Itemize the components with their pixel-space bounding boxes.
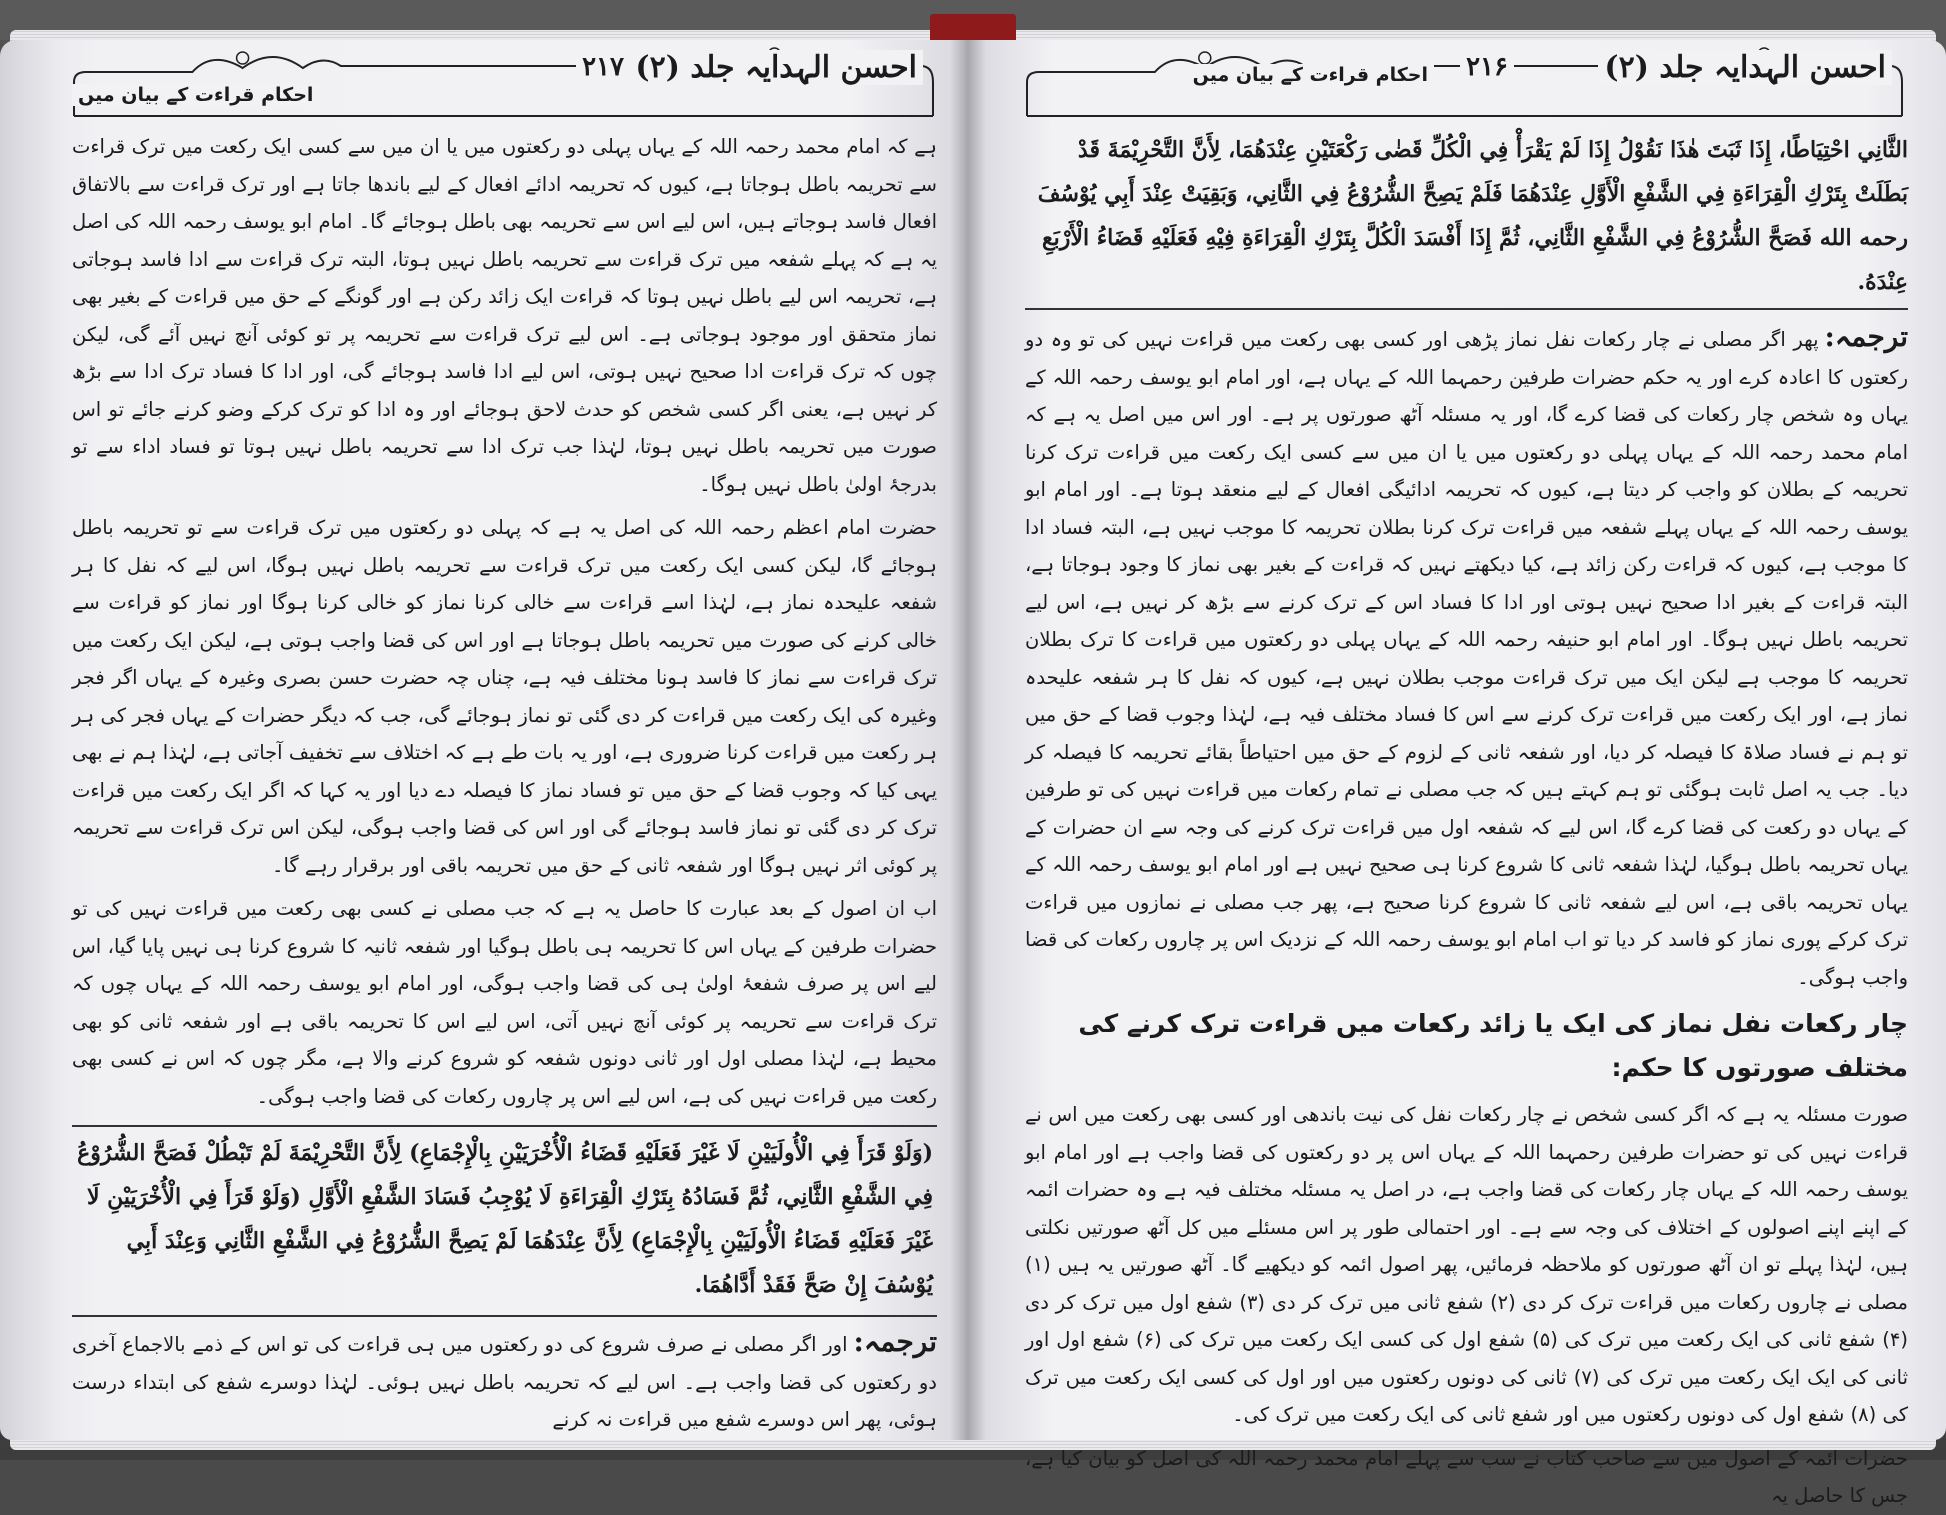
chapter-title: احکام قراءت کے بیان میں (1187, 64, 1434, 86)
book-title: احسن الہدایہ جلد (۲) (1598, 50, 1892, 85)
translation-paragraph (1025, 318, 1908, 996)
left-page-body (72, 128, 937, 1430)
book-title: احسن الہدایہ جلد (۲) (629, 50, 923, 85)
left-page (0, 40, 965, 1440)
translation-paragraph (72, 1323, 937, 1439)
translation-text: پھر اگر مصلی نے چار رکعات نفل نماز پڑھی اور کسی بھی رکعت میں قراءت نہیں کی تو وہ دو رکعتوں کا اعادہ کرے اور یہ حکم حضرات طرفین رحمہما اللہ کے یہاں ہے، اور امام ابو یوسف رحمہ اللہ کے یہاں وہ شخص چار رکعات کی قضا کرے گا، اور یہ مسئلہ آٹھ صورتوں پر ہے۔ اور اس میں اصل یہ ہے کہ امام محمد رحمہ اللہ کے یہاں پہلی دو رکعتوں میں یا ان میں سے کسی ایک رکعت میں قراءت ترک کرنا تحریمہ کے بطلان کو واجب کر دیتا ہے، کیوں کہ تحریمہ ادائیگی افعال کے لیے منعقد ہوتا ہے۔ اور امام ابو یوسف رحمہ اللہ کے یہاں پہلے شفعہ میں قراءت ترک کرنا بطلان تحریمہ کا موجب نہیں ہے، البتہ فساد ادا کا موجب ہے، کیوں کہ قراءت رکن زائد ہے، کیا دیکھتے نہیں کہ قراءت کے بغیر بھی نماز کا وجود ہوجاتا ہے، البتہ قراءت کے بغیر ادا صحیح نہیں ہوتی اور ادا کا فساد اس کے ترک کرنے سے بڑھ کر نہیں ہے، اس لیے تحریمہ باطل نہیں ہوگا۔ اور امام ابو حنیفہ رحمہ اللہ کے یہاں پہلی دو رکعتوں میں قراءت کا ترک بطلان تحریمہ کا موجب ہے لیکن ایک میں ترک قراءت موجب بطلان نہیں ہے، کیوں کہ نفل کا ہر شفعہ علیحدہ نماز ہے، اور ایک رکعت میں قراءت ترک کرنے سے اس کا فساد مختلف فیہ ہے، لہٰذا وجوب قضا کے حق میں تو ہم نے فساد صلاۃ کا فیصلہ کر دیا، اور شفعہ ثانی کے لزوم کے حق میں احتیاطاً بقائے تحریمہ کا فیصلہ کر دیا۔ جب یہ اصل ثابت ہوگئی تو ہم کہتے ہیں کہ جب مصلی نے تمام رکعات میں قراءت نہیں کی تو طرفین کے یہاں دو رکعت کی قضا کرے گا، اس لیے کہ شفعہ اول میں قراءت ترک کرنے کی وجہ سے ان حضرات کے یہاں تحریمہ باطل ہوگیا، لہٰذا شفعہ ثانی کا شروع کرنا ہی صحیح نہیں ہے اور امام ابو یوسف رحمہ اللہ کے یہاں تحریمہ باقی ہے، اس لیے شفعہ ثانی کا شروع کرنا صحیح ہے، پھر جب مصلی نے نمازوں میں قراءت ترک کرکے پوری نماز کو فاسد کر دیا تو اب امام ابو یوسف رحمہ اللہ کے نزدیک اس پر چاروں رکعات کی قضا واجب ہوگی۔ (1025, 328, 1908, 989)
paragraph: ہے کہ امام محمد رحمہ اللہ کے یہاں پہلی دو رکعتوں میں یا ان میں سے کسی ایک رکعت میں ترک قراءت سے تحریمہ باطل ہوجاتا ہے، کیوں کہ تحریمہ ادائے افعال کے لیے باندھا جاتا ہے اور ترک قراءت سے بالاتفاق افعال فاسد ہوجاتے ہیں، اس لیے اس سے تحریمہ بھی باطل ہوجائے گا۔ امام ابو یوسف رحمہ اللہ کی اصل یہ ہے کہ پہلے شفعہ میں ترک قراءت سے تحریمہ باطل نہیں ہوتا، البتہ ترک قراءت سے ادا فاسد ہوجاتی ہے، تحریمہ اس لیے باطل نہیں ہوتا کہ قراءت ایک زائد رکن ہے اور گونگے کے حق میں قراءت کے بغیر بھی نماز متحقق اور موجود ہوجاتی ہے۔ اس لیے ترک قراءت سے تحریمہ پر تو کوئی آنچ نہیں آئے گی، لیکن چوں کہ ترک قراءت ادا صحیح نہیں ہوتی، اس لیے ادا فاسد ہوجائے گی، اور ادا کا فساد ترک ادا سے بڑھ کر نہیں ہے، یعنی اگر کسی شخص کو حدث لاحق ہوجائے اور وہ ادا کو ترک کرکے وضو کرنے جائے تو اس صورت میں تحریمہ باطل نہیں ہوتا، لہٰذا جب ترک ادا سے تحریمہ باطل نہیں ہوتا تو فساد اداء سے تو بدرجۂ اولیٰ باطل نہیں ہوگا۔ (72, 135, 937, 496)
paragraph: حضرت امام اعظم رحمہ اللہ کی اصل یہ ہے کہ پہلی دو رکعتوں میں ترک قراءت سے تو تحریمہ باطل ہوجائے گا، لیکن کسی ایک رکعت میں ترک قراءت سے تحریمہ باطل نہیں ہوگا، اس لیے کہ نفل کا ہر شفعہ علیحدہ نماز ہے، لہٰذا اسے قراءت سے خالی کرنا نماز کو خالی کرنا ہوگا اور نماز کو قراءت سے خالی کرنے کی صورت میں تحریمہ باطل ہوجاتا ہے اور اس کی قضا واجب ہوتی ہے، لیکن ایک رکعت میں ترک قراءت سے نماز کا فاسد ہونا مختلف فیہ ہے، چناں چہ حضرت حسن بصری وغیرہ کے یہاں اگر فجر وغیرہ کی ایک رکعت میں قراءت کر دی گئی تو نماز ہوجائے گی، جب کہ دیگر حضرات کے یہاں فجر کی ہر ہر رکعت میں قراءت کرنا ضروری ہے، اور یہ بات طے ہے کہ اختلاف سے تخفیف آجاتی ہے، لہٰذا ہم نے بھی یہی کیا کہ وجوب قضا کے حق میں تو فساد نماز کا فیصلہ دے دیا اور یہ کہا کہ اگر ایک رکعت میں قراءت ترک کر دی گئی تو نماز فاسد ہوجائے گی اور اس کی قضا واجب ہوگی، لیکن اس ترک قراءت سے تحریمہ پر کوئی اثر نہیں ہوگا اور شفعہ ثانی کے حق میں تحریمہ باقی اور برقرار رہے گا۔ (72, 516, 937, 877)
page-number: ۲۱۷ (576, 52, 630, 82)
arabic-text: الثَّانِي احْتِيَاطًا، إِذَا ثَبَتَ هٰذَا نَقُوْلُ إِذَا لَمْ يَقْرَأْ فِي الْكُلِّ قَضٰى رَكْعَتَيْنِ عِنْدَهُمَا، لِأَنَّ التَّحْرِيْمَةَ قَدْ بَطَلَتْ بِتَرْكِ الْقِرَاءَةِ فِي الشَّفْعِ الْأَوَّلِ عِنْدَهُمَا فَلَمْ يَصِحَّ الشُّرُوْعُ فِي الثَّانِي، وَبَقِيَتْ عِنْدَ أَبِي يُوْسُفَ رحمه الله فَصَحَّ الشُّرُوْعُ فِي الشَّفْعِ الثَّانِي، ثُمَّ إِذَا أَفْسَدَ الْكُلَّ بِتَرْكِ الْقِرَاءَةِ فِيْهِ فَعَلَيْهِ قَضَاءُ الْأَرْبَعِ عِنْدَهُ. (1037, 137, 1908, 295)
left-page-header (72, 42, 935, 120)
chapter-title: احکام قراءت کے بیان میں (72, 84, 319, 106)
paragraph: حضرات ائمہ کے اصول میں سے صاحب کتاب نے سب سے پہلے امام محمد رحمہ اللہ کی اصل کو بیان کیا ہے، جس کا حاصل یہ (1025, 1446, 1908, 1507)
right-page-header (1025, 42, 1904, 120)
divider (1025, 308, 1908, 310)
arabic-text-block (72, 1125, 937, 1317)
paragraph: صورت مسئلہ یہ ہے کہ اگر کسی شخص نے چار رکعات نفل کی نیت باندھی اور کسی بھی رکعت میں اس نے قراءت نہیں کی تو حضرات طرفین رحمہما اللہ کے یہاں اس پر دو رکعتوں کی قضا واجب ہے اور امام ابو یوسف رحمہ اللہ کے یہاں چار رکعات کی قضا واجب ہے، در اصل یہ مسئلہ مختلف فیہ ہے وہ حضرات ائمہ کے اپنے اپنے اصولوں کے اختلاف کی وجہ سے ہے۔ اور احتمالی طور پر اس مسئلے میں کل آٹھ صورتیں نکلتی ہیں، لہٰذا پہلے تو ان آٹھ صورتوں کو ملاحظہ فرمائیں، پھر اصول ائمہ کو دیکھیے گا۔ آٹھ صورتیں یہ ہیں (۱) مصلی نے چاروں رکعات میں قراءت ترک کر دی (۲) شفع ثانی میں ترک کر دی (۳) شفع اول میں ترک کر دی (۴) شفع ثانی کی ایک رکعت میں ترک کی (۵) شفع اول کی کسی ایک رکعت میں ترک کی (۶) شفع اول اور ثانی کی ایک ایک رکعت میں ترک کی (۷) ثانی کی دونوں رکعتوں میں اور اول کی کسی ایک رکعت میں ترک کی (۸) شفع اول کی دونوں رکعتوں میں اور شفع ثانی کی ایک رکعت میں ترک کی۔ (1025, 1103, 1909, 1426)
right-page-body (1025, 128, 1909, 1507)
translation-text: اور اگر مصلی نے صرف شروع کی دو رکعتوں میں ہی قراءت کی تو اس کے ذمے بالاجماع آخری دو رکعتوں کی قضا واجب ہے۔ اس لیے کہ تحریمہ باطل نہیں ہوئی۔ لہٰذا دوسرے شفع کی ابتداء درست ہوئی، پھر اس دوسرے شفع میں قراءت نہ کرنے (72, 1333, 937, 1431)
paragraph: اب ان اصول کے بعد عبارت کا حاصل یہ ہے کہ جب مصلی نے کسی بھی رکعت میں قراءت نہیں کی تو حضرات طرفین کے یہاں اس کا تحریمہ ہی باطل ہوگیا اور شفعہ ثانیہ کا شروع کرنا ہی نہیں پایا گیا، اس لیے اس پر صرف شفعۂ اولیٰ ہی کی قضا واجب ہوگی، اور امام ابو یوسف رحمہ اللہ کے یہاں چوں کہ ترک قراءت سے تحریمہ پر کوئی آنچ نہیں آتی، اس لیے اس کا تحریمہ باقی ہے اور شفعہ ثانی کو بھی محیط ہے، لہٰذا مصلی اول اور ثانی دونوں شفعہ کو شروع کرنے والا ہے، مگر چوں کہ اس نے کسی بھی رکعت میں قراءت نہیں کی ہے، اس لیے اس پر چاروں رکعات کی قضا واجب ہوگی۔ (72, 897, 937, 1108)
page-number: ۲۱۶ (1460, 52, 1514, 82)
section-heading: چار رکعات نفل نماز کی ایک یا زائد رکعات میں قراءت ترک کرنے کی مختلف صورتوں کا حکم: (1078, 1009, 1908, 1082)
translation-label: ترجمہ: (1824, 320, 1908, 353)
book-gutter-shadow (950, 40, 986, 1440)
right-page (965, 40, 1946, 1507)
translation-label: ترجمہ: (853, 1325, 937, 1358)
arabic-text: (وَلَوْ قَرَأَ فِي الْأُولَيَيْنِ لَا غَيْرَ فَعَلَيْهِ قَضَاءُ الْأُخْرَيَيْنِ بِالْإِجْمَاعِ) لِأَنَّ التَّحْرِيْمَةَ لَمْ تَبْطُلْ فَصَحَّ الشُّرُوْعُ فِي الشَّفْعِ الثَّانِي، ثُمَّ فَسَادُهُ بِتَرْكِ الْقِرَاءَةِ لَا يُوْجِبُ فَسَادَ الشَّفْعِ الْأَوَّلِ (وَلَوْ قَرَأَ فِي الْأُخْرَيَيْنِ لَا غَيْرَ فَعَلَيْهِ قَضَاءُ الْأُولَيَيْنِ بِالْإِجْمَاعِ) لِأَنَّ عِنْدَهُمَا لَمْ يَصِحَّ الشُّرُوْعُ فِي الشَّفْعِ الثَّانِي وَعِنْدَ أَبِي يُوْسُفَ إِنْ صَحَّ فَقَدْ أَدَّاهُمَا. (77, 1140, 933, 1298)
page-edge-shadow (0, 40, 60, 1440)
